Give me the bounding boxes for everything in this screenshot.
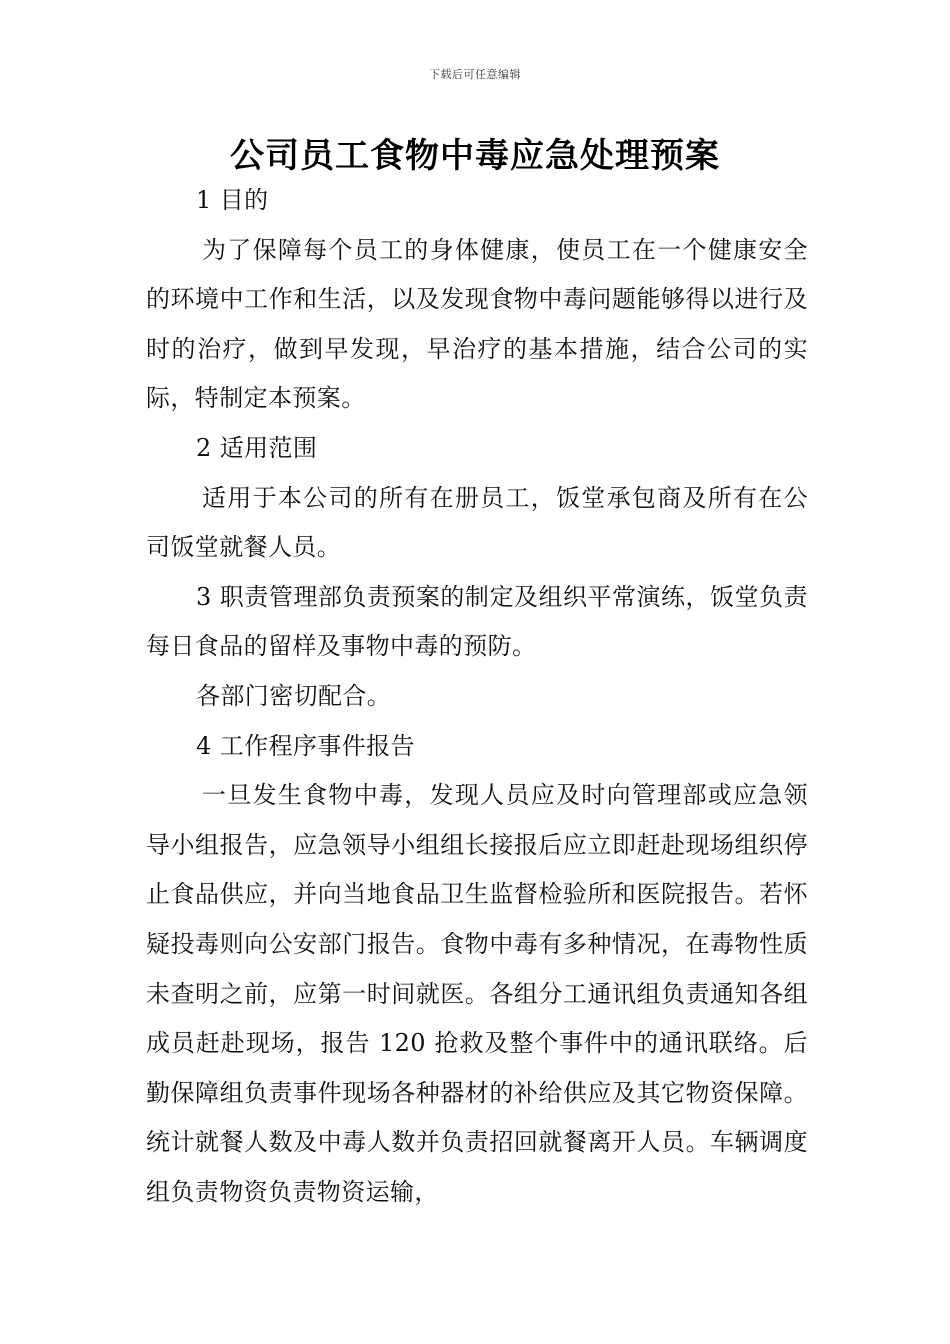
section-heading-scope: 2 适用范围: [196, 433, 318, 462]
document-body: [146, 176, 808, 1217]
paragraph-purpose: 为了保障每个员工的身体健康，使员工在一个健康安全的环境中工作和生活，以及发现食物中毒问题能够得以进行及时的治疗，做到早发现，早治疗的基本措施，结合公司的实际，特制定本预案。: [146, 235, 808, 413]
section-heading-procedure: 4 工作程序事件报告: [196, 731, 415, 760]
paragraph-procedure: 一旦发生食物中毒，发现人员应及时向管理部或应急领导小组报告，应急领导小组组长接报后应立即赶赴现场组织停止食品供应，并向当地食品卫生监督检验所和医院报告。若怀疑投毒则向公安部门报告。食物中毒有多种情况，在毒物性质未查明之前，应第一时间就医。各组分工通讯组负责通知各组成员赶赴现场，报告 120 抢救及整个事件中的通讯联络。后勤保障组负责事件现场各种器材的补给供应及其它物资保障。统计就餐人数及中毒人数并负责招回就餐离开人员。车辆调度组负责物资负责物资运输，: [146, 781, 808, 1206]
paragraph-scope: 适用于本公司的所有在册员工，饭堂承包商及所有在公司饭堂就餐人员。: [146, 483, 808, 562]
paragraph-responsibilities: 3 职责管理部负责预案的制定及组织平常演练，饭堂负责每日食品的留样及事物中毒的预防。: [146, 582, 808, 661]
header-note: 下载后可任意编辑: [429, 68, 521, 81]
section-heading-purpose: 1 目的: [196, 186, 269, 214]
paragraph-cooperation: 各部门密切配合。: [196, 681, 392, 710]
document-title: 公司员工食物中毒应急处理预案: [230, 136, 720, 176]
